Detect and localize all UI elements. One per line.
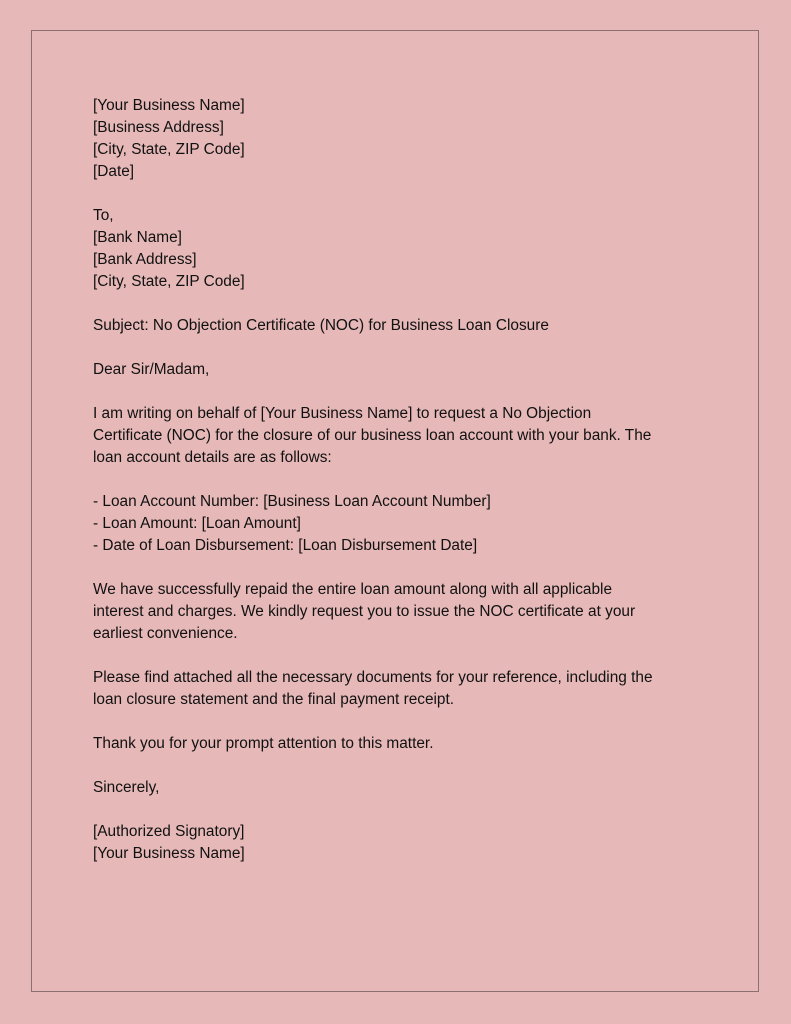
recipient-bank-name: [Bank Name] [93,229,182,246]
signatory-title: [Authorized Signatory] [93,823,245,840]
spacer [93,755,713,777]
letter-body [93,95,713,865]
spacer [93,645,713,667]
repayment-paragraph [93,579,713,645]
recipient-to-label: To, [93,207,114,224]
spacer [93,293,713,315]
paragraph-line: interest and charges. We kindly request you to issue the NOC certificate at your [93,603,636,620]
closing: Sincerely, [93,779,160,796]
recipient-bank-address: [Bank Address] [93,251,197,268]
loan-amount-item: - Loan Amount: [Loan Amount] [93,515,301,532]
subject-line: Subject: No Objection Certificate (NOC) for Business Loan Closure [93,317,549,334]
salutation: Dear Sir/Madam, [93,361,210,378]
paragraph-line: earliest convenience. [93,625,238,642]
paragraph-line: loan closure statement and the final payment receipt. [93,691,455,708]
spacer [93,183,713,205]
paragraph-line: We have successfully repaid the entire loan amount along with all applicable [93,581,613,598]
spacer [93,799,713,821]
sender-business-name: [Your Business Name] [93,97,245,114]
paragraph-line: Certificate (NOC) for the closure of our business loan account with your bank. The [93,427,652,444]
sender-address: [Business Address] [93,119,224,136]
spacer [93,557,713,579]
signature-block [93,821,713,865]
sender-city-state-zip: [City, State, ZIP Code] [93,141,245,158]
sender-block [93,95,713,183]
thanks-line: Thank you for your prompt attention to this matter. [93,735,434,752]
letter-date: [Date] [93,163,135,180]
spacer [93,337,713,359]
paragraph-line: loan account details are as follows: [93,449,332,466]
paragraph-line: Please find attached all the necessary documents for your reference, including the [93,669,653,686]
recipient-city-state-zip: [City, State, ZIP Code] [93,273,245,290]
loan-details-list [93,491,713,557]
attachment-paragraph [93,667,713,711]
paragraph-line: I am writing on behalf of [Your Business Name] to request a No Objection [93,405,592,422]
spacer [93,381,713,403]
loan-account-number-item: - Loan Account Number: [Business Loan Account Number] [93,493,491,510]
spacer [93,711,713,733]
intro-paragraph [93,403,713,469]
recipient-block [93,205,713,293]
loan-disbursement-date-item: - Date of Loan Disbursement: [Loan Disbursement Date] [93,537,478,554]
signatory-business-name: [Your Business Name] [93,845,245,862]
spacer [93,469,713,491]
